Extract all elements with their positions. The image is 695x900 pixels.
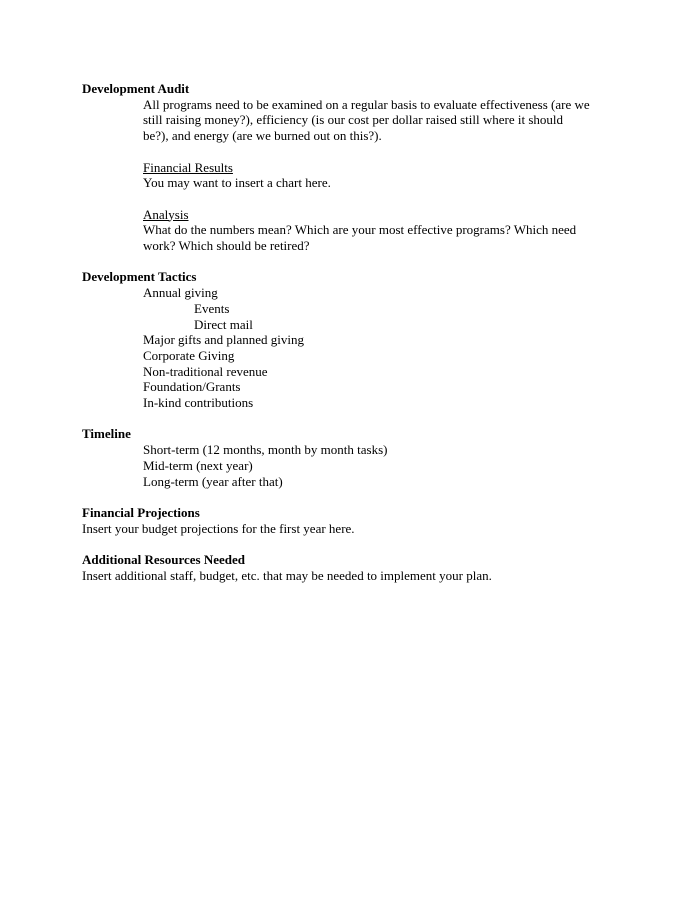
tactic-item-in-kind: In-kind contributions [143, 395, 254, 411]
financial-results-subheading: Financial Results [143, 159, 233, 175]
financial-results-text: You may want to insert a chart here. [143, 175, 331, 191]
audit-intro-line: All programs need to be examined on a regular basis to evaluate effectiveness (are we [143, 96, 590, 112]
spacer [82, 254, 642, 270]
tactic-item-events: Events [194, 300, 230, 316]
development-tactics-heading: Development Tactics [82, 269, 197, 285]
tactic-item-foundation-grants: Foundation/Grants [143, 379, 241, 395]
tactic-item-corporate-giving: Corporate Giving [143, 347, 235, 363]
tactic-item-major-gifts: Major gifts and planned giving [143, 332, 305, 348]
analysis-line: What do the numbers mean? Which are your most effective programs? Which need [143, 222, 577, 238]
audit-intro-line: still raising money?), efficiency (is our cost per dollar raised still where it should [143, 112, 563, 128]
development-audit-heading: Development Audit [82, 81, 190, 96]
timeline-heading: Timeline [82, 426, 131, 442]
tactic-item-direct-mail: Direct mail [194, 316, 253, 332]
spacer [82, 489, 642, 505]
spacer [82, 144, 642, 160]
tactic-item-non-traditional: Non-traditional revenue [143, 363, 268, 379]
document-page [82, 81, 642, 583]
analysis-line: work? Which should be retired? [143, 238, 310, 253]
tactic-item-annual-giving: Annual giving [143, 285, 218, 301]
financial-projections-text: Insert your budget projections for the first year here. [82, 520, 355, 536]
spacer [82, 411, 642, 427]
financial-projections-heading: Financial Projections [82, 504, 200, 520]
spacer [82, 536, 642, 552]
additional-resources-text: Insert additional staff, budget, etc. that may be needed to implement your plan. [82, 567, 492, 583]
timeline-item-short-term: Short-term (12 months, month by month tasks) [143, 442, 388, 458]
timeline-item-mid-term: Mid-term (next year) [143, 457, 253, 473]
timeline-item-long-term: Long-term (year after that) [143, 473, 283, 489]
analysis-subheading: Analysis [143, 206, 189, 222]
additional-resources-heading: Additional Resources Needed [82, 552, 245, 567]
audit-intro-line: be?), and energy (are we burned out on this?). [143, 128, 382, 144]
spacer [82, 191, 642, 207]
